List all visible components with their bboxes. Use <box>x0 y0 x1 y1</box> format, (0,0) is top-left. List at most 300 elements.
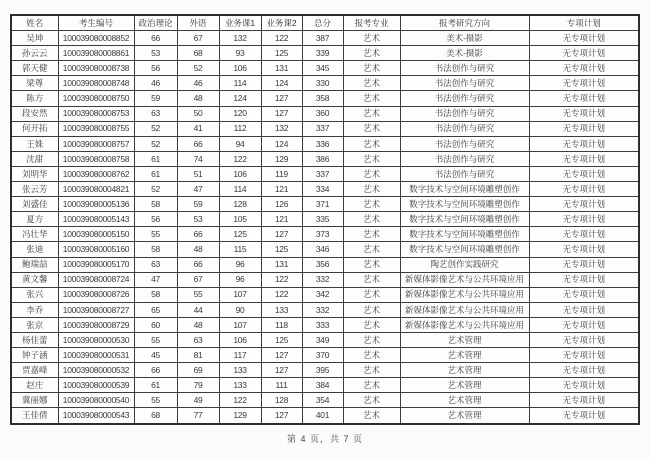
table-cell: 100039080008738 <box>58 61 134 76</box>
table-cell: 58 <box>134 242 177 257</box>
table-cell: 81 <box>177 348 219 363</box>
table-cell: 52 <box>134 182 177 197</box>
table-cell: 133 <box>261 302 302 317</box>
table-cell: 王佳倩 <box>11 408 58 424</box>
table-cell: 何开拓 <box>11 121 58 136</box>
table-cell: 王姝 <box>11 136 58 151</box>
table-cell: 66 <box>177 257 219 272</box>
table-cell: 书法创作与研究 <box>400 106 529 121</box>
table-cell: 129 <box>219 408 261 424</box>
table-row <box>11 121 639 136</box>
table-cell: 332 <box>302 272 343 287</box>
table-cell: 艺术 <box>343 106 400 121</box>
table-row <box>11 272 639 287</box>
table-cell: 艺术 <box>343 121 400 136</box>
table-cell: 55 <box>134 393 177 408</box>
table-cell: 52 <box>134 136 177 151</box>
table-cell: 黄文馨 <box>11 272 58 287</box>
table-cell: 无专项计划 <box>529 348 639 363</box>
table-cell: 47 <box>134 272 177 287</box>
table-cell: 124 <box>261 76 302 91</box>
table-cell: 127 <box>261 408 302 424</box>
table-cell: 艺术 <box>343 166 400 181</box>
table-row <box>11 212 639 227</box>
table-cell: 吴坤 <box>11 31 58 46</box>
table-cell: 数字技术与空间环境雕塑创作 <box>400 212 529 227</box>
table-cell: 冯壮华 <box>11 227 58 242</box>
col-header-politics: 政治理论 <box>134 15 177 31</box>
table-cell: 52 <box>134 121 177 136</box>
col-header-major: 报考专业 <box>343 15 400 31</box>
table-cell: 124 <box>261 136 302 151</box>
table-cell: 106 <box>219 332 261 347</box>
table-cell: 58 <box>134 197 177 212</box>
table-cell: 无专项计划 <box>529 182 639 197</box>
table-cell: 100039080008762 <box>58 166 134 181</box>
table-cell: 131 <box>261 61 302 76</box>
table-cell: 夏方 <box>11 212 58 227</box>
table-row <box>11 363 639 378</box>
table-row <box>11 166 639 181</box>
table-cell: 67 <box>177 31 219 46</box>
table-cell: 孙云云 <box>11 46 58 61</box>
table-cell: 艺术 <box>343 317 400 332</box>
table-cell: 新媒体影像艺术与公共环境应用 <box>400 272 529 287</box>
table-cell: 77 <box>177 408 219 424</box>
table-row <box>11 287 639 302</box>
table-cell: 96 <box>219 272 261 287</box>
table-cell: 133 <box>219 378 261 393</box>
table-cell: 艺术 <box>343 393 400 408</box>
table-cell: 58 <box>134 287 177 302</box>
col-header-course2: 业务课2 <box>261 15 302 31</box>
table-cell: 360 <box>302 106 343 121</box>
table-cell: 无专项计划 <box>529 46 639 61</box>
table-cell: 127 <box>261 363 302 378</box>
table-cell: 371 <box>302 197 343 212</box>
table-row <box>11 242 639 257</box>
table-cell: 117 <box>219 348 261 363</box>
table-cell: 100039080004821 <box>58 182 134 197</box>
table-cell: 无专项计划 <box>529 363 639 378</box>
table-cell: 100039080008753 <box>58 106 134 121</box>
table-cell: 47 <box>177 182 219 197</box>
table-cell: 无专项计划 <box>529 31 639 46</box>
table-cell: 335 <box>302 212 343 227</box>
table-row <box>11 197 639 212</box>
table-cell: 无专项计划 <box>529 61 639 76</box>
table-cell: 122 <box>261 31 302 46</box>
table-cell: 336 <box>302 136 343 151</box>
table-cell: 48 <box>177 317 219 332</box>
table-cell: 张兴 <box>11 287 58 302</box>
table-cell: 艺术管理 <box>400 363 529 378</box>
table-cell: 100039080008748 <box>58 76 134 91</box>
table-row <box>11 182 639 197</box>
col-header-total-score: 总分 <box>302 15 343 31</box>
table-cell: 119 <box>261 166 302 181</box>
table-cell: 55 <box>134 332 177 347</box>
table-cell: 125 <box>261 46 302 61</box>
table-cell: 56 <box>134 61 177 76</box>
table-cell: 106 <box>219 61 261 76</box>
table-cell: 张京 <box>11 317 58 332</box>
table-row <box>11 76 639 91</box>
table-cell: 53 <box>177 212 219 227</box>
table-row <box>11 393 639 408</box>
table-cell: 128 <box>261 393 302 408</box>
table-cell: 106 <box>219 166 261 181</box>
table-row <box>11 106 639 121</box>
table-cell: 61 <box>134 378 177 393</box>
table-row <box>11 378 639 393</box>
table-cell: 杨佳蕾 <box>11 332 58 347</box>
table-cell: 李乔 <box>11 302 58 317</box>
table-cell: 132 <box>261 121 302 136</box>
table-cell: 100039080005136 <box>58 197 134 212</box>
table-cell: 艺术 <box>343 136 400 151</box>
table-row <box>11 257 639 272</box>
table-cell: 书法创作与研究 <box>400 166 529 181</box>
table-cell: 无专项计划 <box>529 76 639 91</box>
table-cell: 63 <box>134 106 177 121</box>
table-cell: 334 <box>302 182 343 197</box>
table-cell: 125 <box>261 242 302 257</box>
table-cell: 386 <box>302 151 343 166</box>
table-cell: 100039080005170 <box>58 257 134 272</box>
table-cell: 数字技术与空间环境雕塑创作 <box>400 182 529 197</box>
table-cell: 48 <box>177 91 219 106</box>
col-header-name: 姓名 <box>11 15 58 31</box>
table-cell: 114 <box>219 76 261 91</box>
table-cell: 数字技术与空间环境雕塑创作 <box>400 227 529 242</box>
table-cell: 111 <box>261 378 302 393</box>
table-cell: 66 <box>134 31 177 46</box>
table-cell: 63 <box>134 257 177 272</box>
table-cell: 342 <box>302 287 343 302</box>
table-cell: 100039080008750 <box>58 91 134 106</box>
table-cell: 书法创作与研究 <box>400 136 529 151</box>
table-cell: 59 <box>177 197 219 212</box>
table-cell: 107 <box>219 287 261 302</box>
table-cell: 美术-摄影 <box>400 31 529 46</box>
col-header-research-direction: 报考研究方向 <box>400 15 529 31</box>
table-cell: 79 <box>177 378 219 393</box>
table-cell: 120 <box>219 106 261 121</box>
table-cell: 无专项计划 <box>529 166 639 181</box>
table-cell: 鲍瑞喆 <box>11 257 58 272</box>
table-cell: 100039080000532 <box>58 363 134 378</box>
col-header-special-plan: 专项计划 <box>529 15 639 31</box>
table-cell: 艺术 <box>343 302 400 317</box>
table-cell: 无专项计划 <box>529 227 639 242</box>
table-cell: 贾嘉峰 <box>11 363 58 378</box>
table-cell: 55 <box>134 227 177 242</box>
table-row <box>11 91 639 106</box>
table-cell: 无专项计划 <box>529 302 639 317</box>
table-cell: 66 <box>177 227 219 242</box>
table-cell: 122 <box>219 393 261 408</box>
table-cell: 395 <box>302 363 343 378</box>
table-cell: 114 <box>219 182 261 197</box>
table-cell: 44 <box>177 302 219 317</box>
table-cell: 60 <box>134 317 177 332</box>
table-header-row <box>11 15 639 31</box>
table-cell: 100039080008757 <box>58 136 134 151</box>
table-cell: 333 <box>302 317 343 332</box>
table-cell: 69 <box>177 363 219 378</box>
table-row <box>11 302 639 317</box>
table-cell: 356 <box>302 257 343 272</box>
table-cell: 100039080008852 <box>58 31 134 46</box>
page-number-footer: 第 4 页，共 7 页 <box>286 434 363 444</box>
table-row <box>11 151 639 166</box>
table-cell: 387 <box>302 31 343 46</box>
table-cell: 无专项计划 <box>529 106 639 121</box>
table-cell: 艺术 <box>343 212 400 227</box>
table-cell: 122 <box>261 287 302 302</box>
table-cell: 50 <box>177 106 219 121</box>
table-cell: 105 <box>219 212 261 227</box>
table-cell: 46 <box>134 76 177 91</box>
table-cell: 100039080008755 <box>58 121 134 136</box>
table-cell: 无专项计划 <box>529 287 639 302</box>
col-header-course1: 业务课1 <box>219 15 261 31</box>
table-cell: 新媒体影像艺术与公共环境应用 <box>400 287 529 302</box>
table-cell: 陶艺创作实践研究 <box>400 257 529 272</box>
table-cell: 艺术管理 <box>400 332 529 347</box>
table-cell: 无专项计划 <box>529 272 639 287</box>
table-cell: 61 <box>134 151 177 166</box>
table-cell: 冀丽娜 <box>11 393 58 408</box>
table-row <box>11 61 639 76</box>
table-cell: 书法创作与研究 <box>400 151 529 166</box>
table-cell: 354 <box>302 393 343 408</box>
table-cell: 74 <box>177 151 219 166</box>
table-cell: 艺术 <box>343 61 400 76</box>
table-cell: 无专项计划 <box>529 408 639 424</box>
table-cell: 125 <box>261 332 302 347</box>
table-cell: 66 <box>134 363 177 378</box>
table-cell: 100039080000539 <box>58 378 134 393</box>
table-cell: 无专项计划 <box>529 212 639 227</box>
table-cell: 张迪 <box>11 242 58 257</box>
table-cell: 345 <box>302 61 343 76</box>
table-cell: 65 <box>134 302 177 317</box>
table-cell: 122 <box>219 151 261 166</box>
table-cell: 332 <box>302 302 343 317</box>
table-cell: 100039080000531 <box>58 348 134 363</box>
table-cell: 337 <box>302 166 343 181</box>
table-cell: 100039080008726 <box>58 287 134 302</box>
table-cell: 370 <box>302 348 343 363</box>
table-cell: 118 <box>261 317 302 332</box>
table-row <box>11 317 639 332</box>
table-cell: 93 <box>219 46 261 61</box>
table-cell: 131 <box>261 257 302 272</box>
table-cell: 49 <box>177 393 219 408</box>
table-cell: 100039080008724 <box>58 272 134 287</box>
table-cell: 48 <box>177 242 219 257</box>
table-cell: 刘明华 <box>11 166 58 181</box>
table-cell: 46 <box>177 76 219 91</box>
table-cell: 艺术 <box>343 227 400 242</box>
table-cell: 330 <box>302 76 343 91</box>
col-header-foreign-language: 外语 <box>177 15 219 31</box>
table-cell: 艺术管理 <box>400 393 529 408</box>
table-cell: 100039080008727 <box>58 302 134 317</box>
table-cell: 41 <box>177 121 219 136</box>
table-cell: 书法创作与研究 <box>400 91 529 106</box>
table-cell: 无专项计划 <box>529 136 639 151</box>
table-cell: 无专项计划 <box>529 242 639 257</box>
table-cell: 90 <box>219 302 261 317</box>
table-cell: 61 <box>134 166 177 181</box>
table-cell: 艺术 <box>343 348 400 363</box>
table-cell: 100039080005143 <box>58 212 134 227</box>
table-cell: 沈甜 <box>11 151 58 166</box>
table-cell: 96 <box>219 257 261 272</box>
table-cell: 梁尊 <box>11 76 58 91</box>
table-cell: 艺术 <box>343 151 400 166</box>
table-cell: 66 <box>177 136 219 151</box>
table-cell: 艺术 <box>343 287 400 302</box>
table-cell: 128 <box>219 197 261 212</box>
table-cell: 张云芳 <box>11 182 58 197</box>
table-cell: 无专项计划 <box>529 378 639 393</box>
table-cell: 新媒体影像艺术与公共环境应用 <box>400 302 529 317</box>
table-cell: 337 <box>302 121 343 136</box>
table-cell: 艺术 <box>343 91 400 106</box>
table-cell: 107 <box>219 317 261 332</box>
table-cell: 段安然 <box>11 106 58 121</box>
table-cell: 艺术 <box>343 76 400 91</box>
table-cell: 121 <box>261 182 302 197</box>
table-cell: 373 <box>302 227 343 242</box>
table-row <box>11 408 639 424</box>
table-cell: 艺术 <box>343 257 400 272</box>
table-row <box>11 227 639 242</box>
table-cell: 无专项计划 <box>529 121 639 136</box>
table-row <box>11 31 639 46</box>
table-cell: 68 <box>134 408 177 424</box>
table-cell: 艺术 <box>343 31 400 46</box>
table-cell: 艺术 <box>343 272 400 287</box>
table-cell: 艺术管理 <box>400 408 529 424</box>
table-cell: 数字技术与空间环境雕塑创作 <box>400 197 529 212</box>
table-cell: 无专项计划 <box>529 332 639 347</box>
table-cell: 339 <box>302 46 343 61</box>
table-cell: 艺术管理 <box>400 378 529 393</box>
table-cell: 115 <box>219 242 261 257</box>
table-cell: 52 <box>177 61 219 76</box>
table-cell: 数字技术与空间环境雕塑创作 <box>400 242 529 257</box>
table-cell: 346 <box>302 242 343 257</box>
table-cell: 艺术 <box>343 363 400 378</box>
table-cell: 书法创作与研究 <box>400 121 529 136</box>
table-cell: 124 <box>219 91 261 106</box>
table-cell: 127 <box>261 348 302 363</box>
table-row <box>11 46 639 61</box>
table-cell: 45 <box>134 348 177 363</box>
table-row <box>11 332 639 347</box>
table-cell: 358 <box>302 91 343 106</box>
table-cell: 126 <box>261 197 302 212</box>
admission-score-table <box>10 14 640 425</box>
table-cell: 赵庄 <box>11 378 58 393</box>
table-cell: 67 <box>177 272 219 287</box>
table-cell: 127 <box>261 91 302 106</box>
table-cell: 56 <box>134 212 177 227</box>
table-cell: 艺术 <box>343 182 400 197</box>
table-cell: 100039080000530 <box>58 332 134 347</box>
table-cell: 书法创作与研究 <box>400 76 529 91</box>
table-cell: 133 <box>219 363 261 378</box>
table-cell: 艺术 <box>343 332 400 347</box>
table-cell: 无专项计划 <box>529 317 639 332</box>
table-cell: 郭天健 <box>11 61 58 76</box>
table-cell: 100039080000543 <box>58 408 134 424</box>
table-cell: 书法创作与研究 <box>400 61 529 76</box>
table-cell: 55 <box>177 287 219 302</box>
table-cell: 53 <box>134 46 177 61</box>
table-cell: 125 <box>219 227 261 242</box>
table-cell: 艺术 <box>343 197 400 212</box>
table-cell: 51 <box>177 166 219 181</box>
table-cell: 艺术 <box>343 378 400 393</box>
table-cell: 112 <box>219 121 261 136</box>
table-cell: 129 <box>261 151 302 166</box>
table-cell: 无专项计划 <box>529 393 639 408</box>
table-row <box>11 348 639 363</box>
table-cell: 100039080008861 <box>58 46 134 61</box>
table-cell: 349 <box>302 332 343 347</box>
table-cell: 艺术 <box>343 46 400 61</box>
table-cell: 无专项计划 <box>529 151 639 166</box>
table-cell: 68 <box>177 46 219 61</box>
table-cell: 钟子涵 <box>11 348 58 363</box>
table-cell: 401 <box>302 408 343 424</box>
table-cell: 100039080008729 <box>58 317 134 332</box>
table-body <box>11 31 639 424</box>
table-cell: 59 <box>134 91 177 106</box>
table-cell: 384 <box>302 378 343 393</box>
table-row <box>11 136 639 151</box>
table-cell: 无专项计划 <box>529 257 639 272</box>
table-cell: 艺术 <box>343 242 400 257</box>
table-cell: 100039080000540 <box>58 393 134 408</box>
table-cell: 新媒体影像艺术与公共环境应用 <box>400 317 529 332</box>
table-cell: 无专项计划 <box>529 91 639 106</box>
table-cell: 100039080008758 <box>58 151 134 166</box>
table-cell: 艺术 <box>343 408 400 424</box>
table-cell: 132 <box>219 31 261 46</box>
table-cell: 无专项计划 <box>529 197 639 212</box>
table-cell: 127 <box>261 227 302 242</box>
table-cell: 刘盛佳 <box>11 197 58 212</box>
table-cell: 94 <box>219 136 261 151</box>
table-cell: 美术-摄影 <box>400 46 529 61</box>
table-cell: 100039080005160 <box>58 242 134 257</box>
table-cell: 100039080005150 <box>58 227 134 242</box>
table-cell: 艺术管理 <box>400 348 529 363</box>
table-cell: 陈方 <box>11 91 58 106</box>
col-header-candidate-id: 考生编号 <box>58 15 134 31</box>
table-cell: 122 <box>261 272 302 287</box>
table-cell: 63 <box>177 332 219 347</box>
table-cell: 121 <box>261 212 302 227</box>
table-cell: 127 <box>261 106 302 121</box>
